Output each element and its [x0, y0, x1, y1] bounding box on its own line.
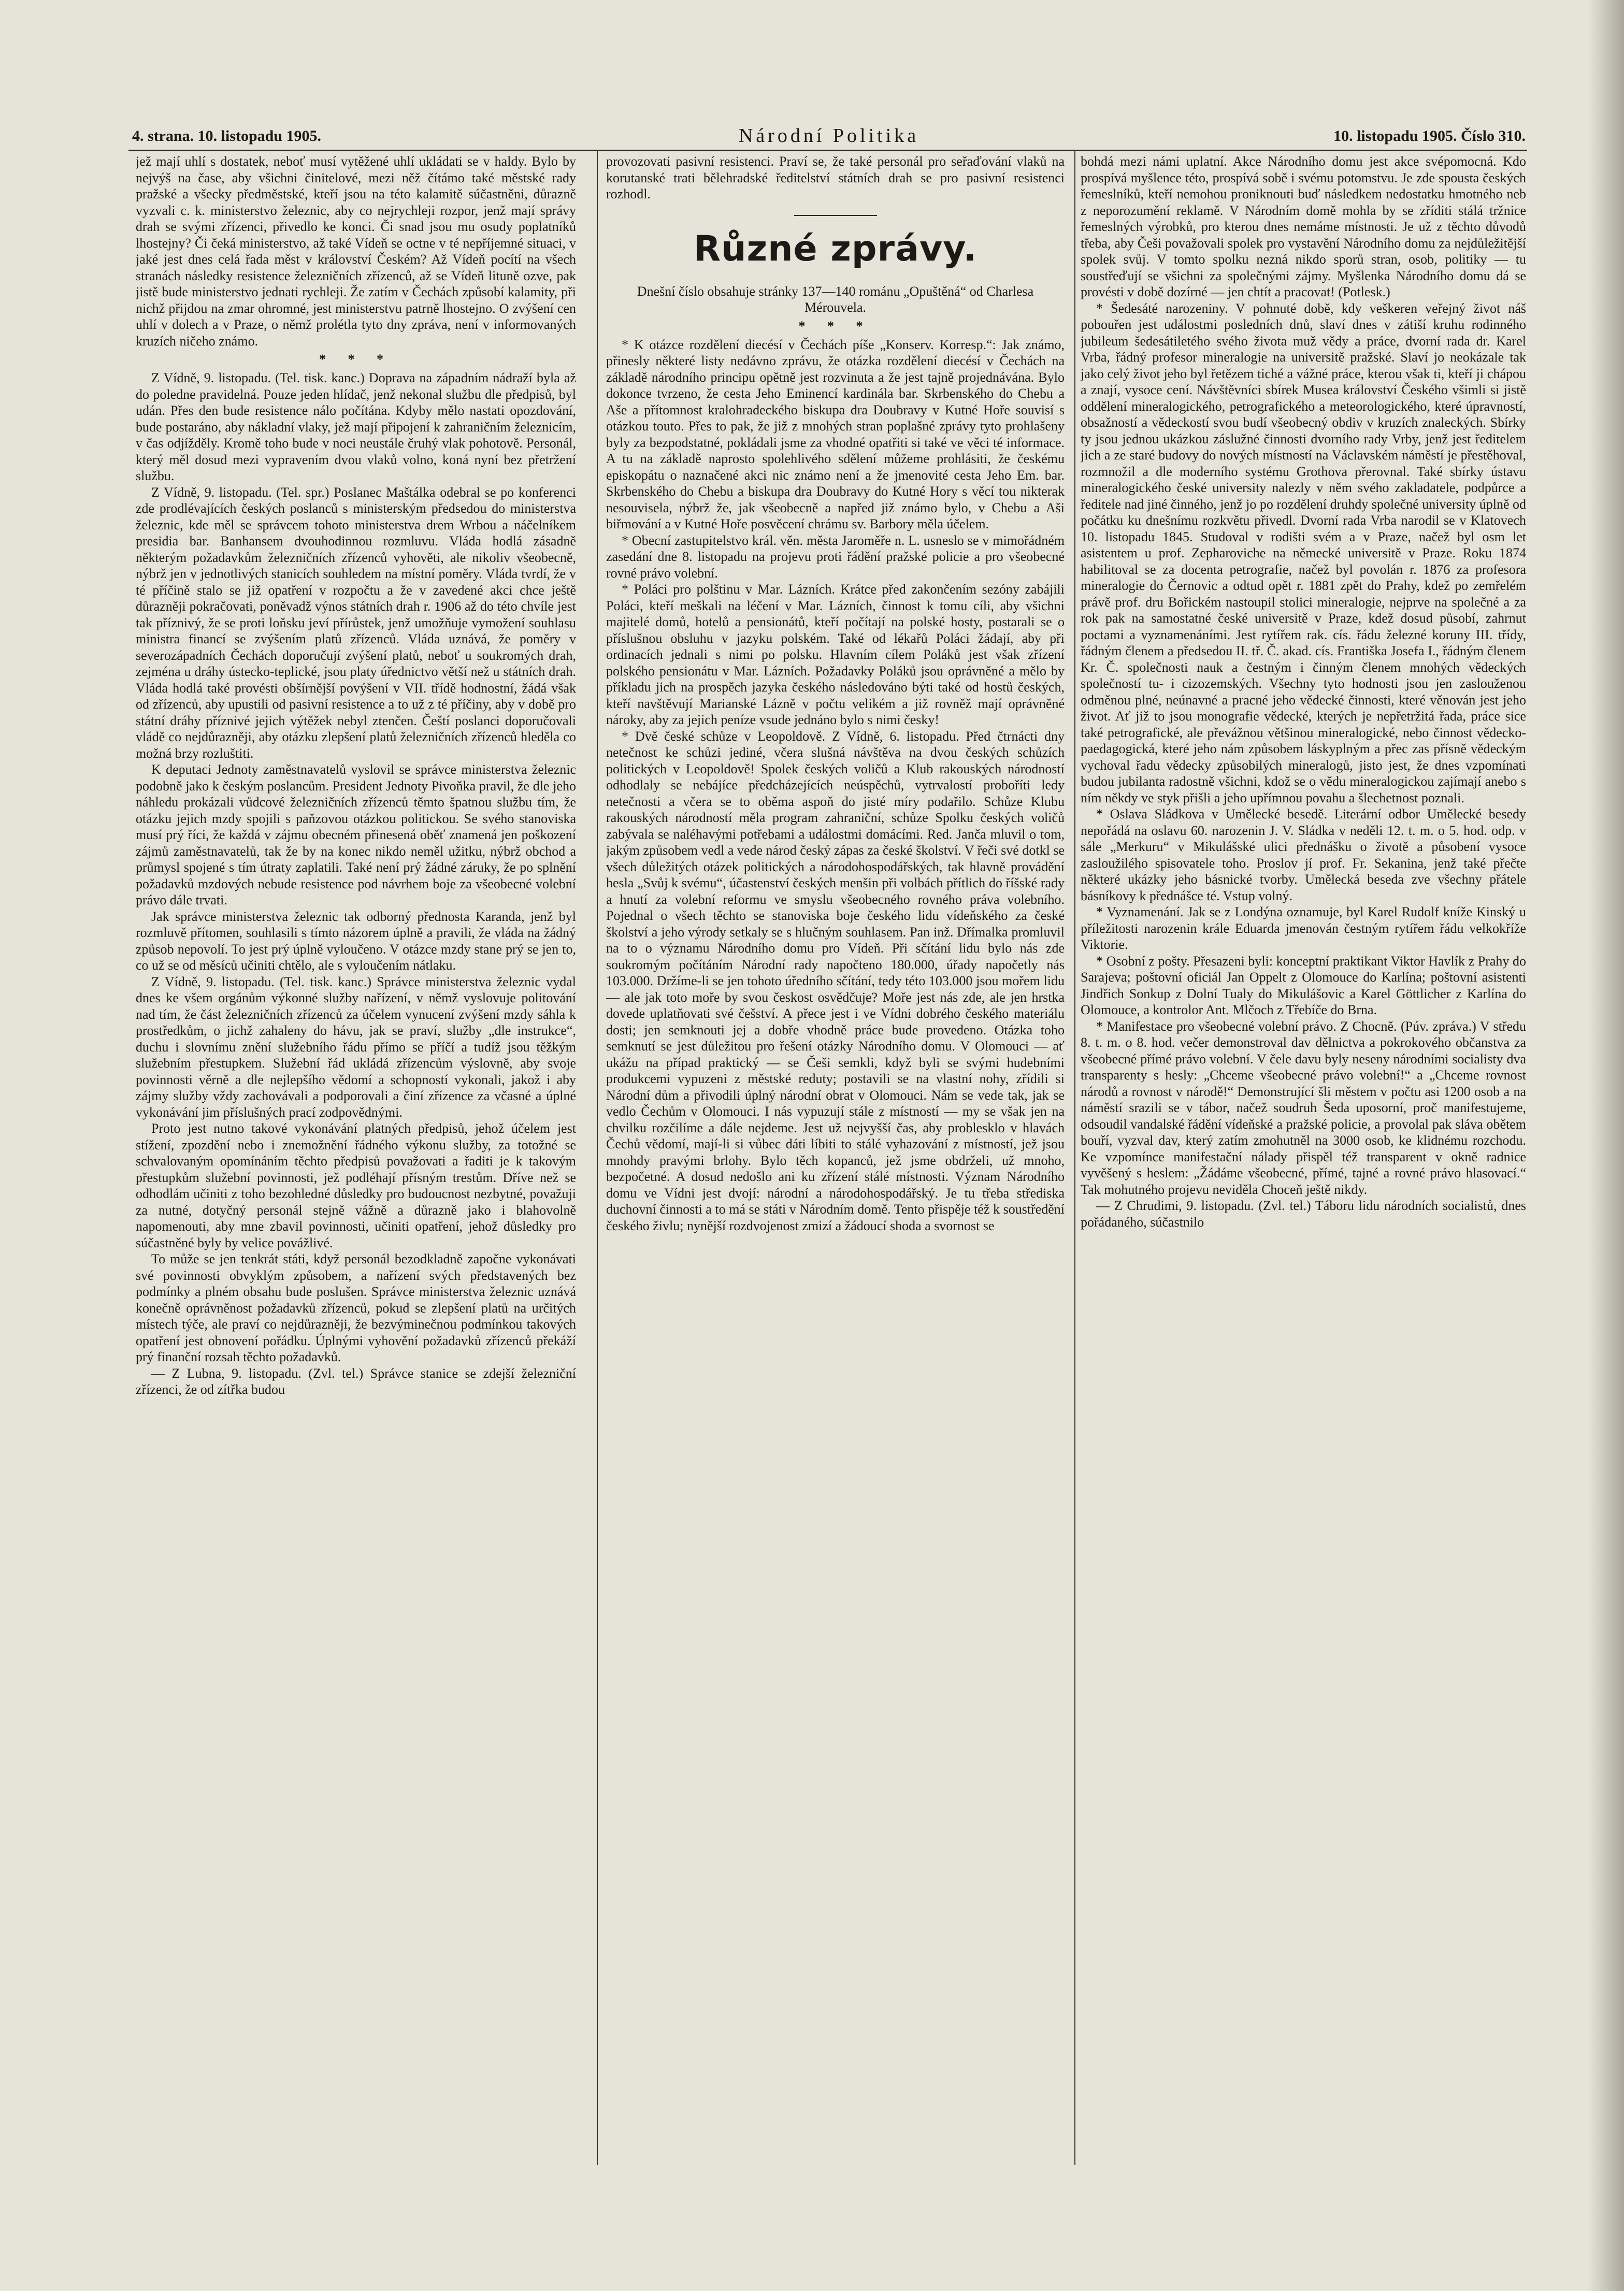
- asterism: * * *: [319, 352, 393, 367]
- section-rule: [794, 215, 877, 216]
- section-intro: Dnešní číslo obsahuje stránky 137—140 románu „Opuštěná“ od Charlesa Mérouvela.: [637, 283, 1034, 315]
- article-paragraph: Proto jest nutno takové vykonávání platných předpisů, jehož účelem jest stížení, zpozdění nebo i znemožnění řádného výkonu služby, za totožné se schvalovaným opomínáním těchto předpisů považovati a řaditi je k takovým přestupkům služební povinnosti, jež podléhají přísným trestům. Dříve než se odhodlám učiniti z toho bezohledné důsledky pro budoucnost nezbytné, považuji za nutné, dotyčný personál stejně vážně a důrazně jako i blahovolně napomenouti, aby mne zbavil povinnosti, učiniti opatření, jehož důsledky pro súčastněné byly by velice povážlivé.: [136, 1121, 576, 1250]
- news-item: * Dvě české schůze v Leopoldově. Z Vídně, 6. listopadu. Před čtrnácti dny netečnost ke schůzi jediné, včera slušná návštěva na dvou českých schůzích politických v Leopoldově! Spolek českých voličů a Klub rakouských národností odhodlaly se nebájíce předcházejících neúspěchů, vytrvalostí proboříti ledy netečnosti a včera se to oběma aspoň do jisté míry podařilo. Schůze Klubu rakouských národností měla program zahraniční, schůze Spolku českých voličů zabývala se naléhavými potřebami a událostmi domácími. Red. Janča mluvil o tom, jakým způsobem vedl a vede národ český zápas za české školství. V řeči své dotkl se všech důležitých otázek politických a národohospodářských, tak hlavně provádění hesla „Svůj k svému“, účastenství českých menšin při volbách přítlich do říšské rady a hnutí za volební reformu ve smyslu všeobecného rovného práva volebního. Pojednal o všech těchto se stanoviska boje českého lidu vídeňského za české školství a jeho výrody setkaly se s hlučným souhlasem. Pan inž. Dřímalka promluvil na to o významu Národního domu pro Vídeň. Při sčítání lidu bylo nás zde soukromým počítáním Národní rady napočteno 180.000, úřady napočetly nás 103.000. Držíme-li se jen tohoto úředního sčítání, tedy této 103.000 jsou mořem lidu — ale jak toto moře by svou českost osvědčuje? Moře jest nás zde, ale jen hrstka dovede uplatňovati své češství. A přece jest i ve Vídni dobrého českého materiálu dosti; jen semknouti jej a dobře vhodně práce bude provedeno. Otázka toho semknutí se jest důležitou pro řešení otázky Národního domu. V Olomouci — ať ukážu na případ praktický — se Češi semkli, když byli se svými hudebními produkcemi vypuzeni z městské reduty; postavili se na vlastní nohy, zřídili si Národní dům a přivodili úplný národní obrat v Olomouci. Nám se vede tak, jak se vedlo Čechům v Olomouci. I nás vypuzují stále z místností — my se však jen na chvilku rozčilíme a dále nejdeme. Jest už nejvyšší čas, aby problesklo v hlavách Čechů vědomí, mají-li si vůbec dáti líbiti to stálé vyhazování z místností, jež jsou mnohdy pravými brlohy. Bylo těch kopanců, jež jsme obdrželi, už mnoho, bezpočetné. A dosud nedošlo ani ku zřízení stálé místnosti. Význam Národního domu ve Vídni jest dvojí: národní a národohospodářský. Je tu třeba střediska duchovní činnosti a to má se státi v Národním domě. Tento přispěje též k soustředění českého živlu; nynější rozdvojenost zmizí a žádoucí shoda a svornost se: [606, 728, 1065, 1233]
- news-item: * Manifestace pro všeobecné volební právo. Z Chocně. (Púv. zpráva.) V středu 8. t. m. o 8. hod. večer demonstroval dav dělnictva a pokrokového občanstva za všeobecné přímé právo volební. V čele davu byly neseny národními socialisty dva transparenty s hesly: „Chceme všeobecné právo volební!“ a „Chceme rovnost národů a rovnost v národě!“ Demonstrující šli městem v počtu asi 1200 osob a na náměstí srazili se v tábor, načež soudruh Šeda uposorní, proč manifestujeme, odsoudil vandalské řádění vídeňské a pražské policie, a provolal pak sláva obětem bouří, vyzval dav, který zatím zmohutněl na 3000 osob, ke klidnému rozchodu. Ke vzpomínce manifestační nálady přispěl též transparent v okně radnice vyvěšený s heslem: „Žádáme všeobecné, přímé, tajné a rovné právo hlasovací.“ Tak mohutného projevu neviděla Choceň ještě nikdy.: [1081, 1018, 1526, 1197]
- column-2: [606, 153, 1065, 2160]
- news-item: — Z Chrudimi, 9. listopadu. (Zvl. tel.) Táboru lidu národních socialistů, dnes pořádaného, súčastnilo: [1081, 1198, 1526, 1230]
- news-item: * Osobní z pošty. Přesazeni byli: konceptní praktikant Viktor Havlík z Prahy do Sarajeva; poštovní oficiál Jan Oppelt z Olomouce do Karlína; poštovní asistenti Jindřich Sonkup z Dolní Tualy do Mikulášovic a Karel Göttlicher z Karlína do Olomouce, a kontrolor Ant. Mlčoch z Třebíče do Brna.: [1081, 953, 1526, 1017]
- page-gutter-shadow: [1588, 0, 1624, 2291]
- column-1: [136, 153, 576, 2160]
- news-item: * Vyznamenání. Jak se z Londýna oznamuje, byl Karel Rudolf kníže Kinský u příležitosti narozenin krále Eduarda jmenován čestným rytířem řádu velkokříže Viktorie.: [1081, 904, 1526, 952]
- header-issue-number: 10. listopadu 1905. Číslo 310.: [1333, 127, 1526, 145]
- article-paragraph: Jak správce ministerstva železnic tak odborný přednosta Karanda, jenž byl rozmluvě přítomen, souhlasili s tímto názorem úplně a pravili, že vláda na žádný způsob nepovolí. To jest prý úplně vyloučeno. V otázce mzdy stane prý se jen to, co už se od měsíců učiniti chtělo, ale s vyloučením nátlaku.: [136, 909, 576, 973]
- news-item: * K otázce rozdělení diecésí v Čechách píše „Konserv. Korresp.“: Jak známo, přinesly některé listy nedávno zprávu, že otázka rozdělení diecésí v Čechách na základě národního principu opětně jest rozvinuta a že jest tajně projednávána. Bylo dokonce tvrzeno, že cesta Jeho Eminencí kardinála bar. Skrbenského do Chebu a Aše a přítomnost kralohradeckého biskupa dra Doubravy v Kutné Hoře souvisí s otázkou touto. Přes to pak, že již z mnohých stran poplašné zprávy tyto prohlašeny byly za bezpodstatné, pokládali jsme za vhodné opatřiti si také ve věci té informace. A tu na základě naprosto spolehlivého sdělení můžeme prohlásiti, že českému episkopátu o naznačené akci nic známo není a že jmenovité cesta Jeho Em. bar. Skrbenského do Chebu a biskupa dra Doubravy do Kutné Hory s věcí tou nikterak nesouvisela, nýbrž že, jak všeobecně a napřed již známo bylo, v Chebu a Aši biřmování a v Kutné Hoře posvěcení chrámu sv. Barbory měla účelem.: [606, 337, 1065, 531]
- masthead-title: Národní Politika: [738, 125, 919, 147]
- article-paragraph: jež mají uhlí s dostatek, neboť musí vytěžené uhlí ukládati se v haldy. Bylo by nejvýš na čase, aby všichni činitelové, mezi něž čítámo také městské rady pražské a všecky předměstské, kteří jsou na této kalamitě súčastněni, důrazně vyzvali c. k. ministerstvo železnic, aby co nejrychleji rozpor, jenž mají správy drah se svými zřízenci, přivedlo ke konci. Či snad jsou mu osudy poplatníků lhostejny? Či čeká ministerstvo, až také Vídeň se octne v té nepříjemné situaci, v jaké jest dnes celá řada měst v království Českém? Až Vídeň pocítí na všech stranách následky resistence železničních zřízenců, až se Vídeň lituně ozve, pak jistě bude ministerstvo jednati rychleji. Že zatím v Čechách způsobí kalamity, při nichž přijdou na zmar ohromné, jest ministerstvu patrně lhostejno. O zvýšení cen uhlí v dolech a v Praze, o němž prolétla tyto dny zpráva, není v informovaných kruzích ničeho známo.: [136, 154, 576, 349]
- news-item: * Oslava Sládkova v Umělecké besedě. Literární odbor Umělecké besedy nepořádá na oslavu 60. narozenin J. V. Sládka v neděli 12. t. m. o 5. hod. odp. v sále „Merkuru“ v Mikulášské ulici přednášku o životě a působení vysoce zasloužilého spisovatele toho. Proslov jí prof. Fr. Sekanina, jenž také přečte některé ukázky jeho básnické tvorby. Umělecká beseda zve všechny přátele básníkovy k přednášce té. Vstup volný.: [1081, 806, 1526, 903]
- news-item: * Šedesáté narozeniny. V pohnuté době, kdy veškeren veřejný život náš pobouřen jest událostmi posledních dnů, slaví dnes v zátiší kruhu rodinného jubileum šedesátiletého svého života muž vědy a práce, dvorní rada dr. Karel Vrba, řádný profesor mineralogie na universitě pražské. Slaví jo neokázale tak jako celý život jeho byl řetězem tiché a vážné práce, kterou však ti, kteří ji chápou a znají, vysoce cení. Návštěvníci sbírek Musea království Českého všimli si jistě oddělení mineralogického, petrografického a meteorologického, které úpravností, obsažností a vědeckostí svou budí všeobecný obdiv v kruzích znaleckých. Sbírky ty jsou jednou ukázkou záslužné činnosti dvorního rady Vrby, jenž jest ředitelem jich a ze staré budovy do nových místností na Václavském náměstí je přestěhoval, rozmnožil a dle moderního systému Grothova přerovnal. Také sbírky ústavu mineralogického české university nalezly v něm svého zakladatele, podpůrce a ředitele nad jiné činného, jenž jo po rozdělení druhdy společné university úplně od počátku ku dnešnímu rozkvětu přivedl. Dvorní rada Vrba narodil se v Klatovech 10. listopadu 1845. Studoval v rodišti svém a v Praze, načež byl osm let asistentem u prof. Zepharoviche na německé universitě v Praze. Roku 1874 habilitoval se za docenta petrografie, načež byl povolán r. 1876 za profesora mineralogie do Černovic a odtud opět r. 1881 zpět do Prahy, kdež po zemřelém právě prof. dru Bořickém nastoupil stolici mineralogie, nejprve na společné a za rok pak na samostatné české universitě v Praze, kdež dosud působí, zahrnut poctami a vyznamenáními. Jest rytířem rak. cís. řádu železné koruny III. třídy, řádným členem a předsedou II. tř. Č. akad. cís. Františka Josefa I., řádným členem Kr. Č. společnosti nauk a čestným i činným členem mnohých vědeckých společností tu- i cizozemských. Všechny tyto hodnosti jsou jen zaslouženou odměnou plné, neúnavné a pracné jeho vědecké činnosti, které věnován jest jeho život. Ať již to jsou monografie vědecké, kterých je nepřetržitá řada, práce sice také petrografické, ale převážnou většinou mineralogické, nebo činnost vědecko-paedagogická, které jeho nám způsobem láskyplným a přec zas přísně vědeckým vychoval řadu vědecky způsobilých mineralogů, jisto jest, že dnes vzpomínati budou jubilanta radostně všichni, kdož se o vědu mineralogickou zajímají anebo s ním někdy ve styk přišli a jeho upřímnou povahu a šlechetnost poznali.: [1081, 300, 1526, 805]
- column-divider-1: [597, 150, 598, 2165]
- column-divider-2: [1074, 150, 1075, 2165]
- article-paragraph: K deputaci Jednoty zaměstnavatelů vyslovil se správce ministerstva železnic podobně jako k českým poslancům. President Jednoty Pivoňka pravil, že dle jeho náhledu prokázali vůdcové železničních zřízenců těmto špatnou službu tím, že otázku jejich mzdy spojili s paňzovou otázkou politickou. Se svého stanoviska musí prý říci, že každá v zájmu obecném přinesená oběť znamená jen poškození zájmů zaměstnavatelů, tak že by na konec nikdo neměl užitku, nýbrž obchod a průmysl spojené s tím útraty zaplatili. Také není prý žádné záruky, že po splnění požadavků mzdových nebude resistence pod návrhem boje za všeobecné volební právo dále trvati.: [136, 762, 576, 907]
- article-paragraph: — Z Lubna, 9. listopadu. (Zvl. tel.) Správce stanice se zdejší železniční zřízenci, že od zítřka budou: [136, 1365, 576, 1397]
- column-3: [1081, 153, 1526, 2160]
- article-paragraph: Z Vídně, 9. listopadu. (Tel. tisk. kanc.) Správce ministerstva železnic vydal dnes ke všem orgánům výkonné služby nařízení, v němž vyslovuje politování nad tím, že část železničních zřízenců za účelem vynucení zvýšení mzdy sáhla k prostředkům, o jichž zahaleny do hávu, jak se praví, služby „dle instrukce“, duchu i slovnímu znění služebního řádu přímo se příčí a tudíž jsou těžkým služebním přestupkem. Služební řád ukládá zřízencům výslovně, aby svoje povinnosti věrně a dle nejlepšího vědomí a schopností vykonali, jakož i aby zájmy služby vždy zachovávali a podporovali a činí zřízence za včasné a úplné vykonávání jim příslušných prací zodpovědnými.: [136, 974, 576, 1120]
- article-paragraph: bohdá mezi námi uplatní. Akce Národního domu jest akce svépomocná. Kdo prospívá myšlence této, prospívá sobě i svému potomstvu. Je zde spousta českých řemeslníků, kteří nemohou proniknouti buď následkem nedostatku hmotného neb z neporozumění reklamě. V Národním domě mohla by se zříditi stálá tržnice řemeslných výrobků, pro kterou dnes nemáme místnosti. Je už z těchto důvodů třeba, aby Češi považovali spolek pro vystavění Národního domu za nejdůležitější spolek svůj. V tomto spolku nezná nikdo sporů stran, osob, politiky — tu soustřeďují se všichni za společnými zájmy. Myšlenka Národního domu dá se provésti v době dozírné — jen chtít a pracovat! (Potlesk.): [1081, 154, 1526, 299]
- article-paragraph: Z Vídně, 9. listopadu. (Tel. spr.) Poslanec Maštálka odebral se po konferenci zde prodlévajících českých poslanců s ministerským předsedou do ministerstva železnic, kde měl se správcem tohoto ministerstva drem Wrbou a náčelníkem presidia bar. Banhansem dvouhodinnou rozmluvu. Vláda hodlá zásadně některým požadavkům železničních zřízenců vyhověti, ale nikoliv všeobecně, nýbrž jen v jednotlivých stanicích souhledem na místní poměry. Vláda tvrdí, že v té příčině stalo se již opatření v rozpočtu a že v zavedené akci chce ještě důrazněji pokračovati, poněvadž výnos státních drah r. 1906 až do této chvíle jest tak příznivý, že se proti loňsku jeví přírůstek, jenž umožňuje vymožení souhlasu ministra financí se zvýšením platů zřízenců. Vláda uznává, že poměry v severozápadních Čechách doporučují zvýšení platů, neboť u soukromých drah, zejména u dráhy ústecko-teplické, jsou platy úřednictvo větší než u státních drah. Vláda hodlá také provésti obšírnější povýšení v VII. třídě hodnostní, žádá však od zřízenců, aby upustili od pasivní resistence a to už z té příčiny, aby v době pro státní dráhy příznivé jejich výtěžek nebyl ztenčen. Čeští poslanci doporučovali vládě co nejdůrazněji, aby otázku zlepšení platů železničních zřízenců hleděla co možná brzy rozluštiti.: [136, 484, 576, 761]
- section-title: Různé zprávy.: [693, 228, 978, 269]
- news-item: * Obecní zastupitelstvo král. věn. města Jaroměře n. L. usneslo se v mimořádném zasedání dne 8. listopadu na projevu proti řádění pražské policie a pro všeobecné rovné právo volební.: [606, 532, 1065, 581]
- article-paragraph: To může se jen tenkrát státi, když personál bezodkladně započne vykonávati své povinnosti obvyklým způsobem, a nařízení svých představených bez podmínky a plném obsahu bude poslušen. Správce ministerstva železnic uznává konečně oprávněnost požadavků zřízenců, pokud se zlepšení platů na určitých místech týče, ale praví co nejdůrazněji, že bezvýminečnou podmínkou takových opatření jest obnovení pořádku. Úplnými vyhovění požadavků zřízenců překáží prý finanční rozsah těchto požadavků.: [136, 1251, 576, 1364]
- header-rule: [128, 150, 1527, 151]
- article-paragraph: provozovati pasivní resistenci. Praví se, že také personál pro seřaďování vlaků na korutanské trati bělehradské ředitelství státních drah se pro pasivní resistenci rozhodl.: [606, 154, 1065, 201]
- article-paragraph: Z Vídně, 9. listopadu. (Tel. tisk. kanc.) Doprava na západním nádraží byla až do poledne pravidelná. Pouze jeden hlídač, jenž nekonal službu dle předpisů, byl udán. Přes den bude resistence nálo počítána. Kdyby mělo nastati opozdování, bude postaráno, aby nákladní vlaky, jež mají připojení k zahraničním železnicím, v čas odjížděly. Kromě toho bude v noci neustále čruhý vlak pohotově. Personál, který měl dosud mezi vypravením dvou vlaků volno, koná nyní bez přetržení službu.: [136, 370, 576, 483]
- asterism: * * *: [798, 318, 872, 334]
- news-item: * Poláci pro polštinu v Mar. Lázních. Krátce před zakončením sezóny zabájili Poláci, kteří meškali na léčení v Mar. Lázních, činnost k tomu cíli, aby všichni majitelé domů, hotelů a pensionátů, kteří počítají na polské hosty, postarali se o příslušnou obsluhu v jazyku polském. Také od lékařů Poláci žádají, aby při ordinacích jednali s nimi po polsku. Hlavním cílem Poláků jest však zřízení polského pensionátu v Mar. Lázních. Požadavky Poláků jsou oprávněné a mělo by příkladu jich na prospěch jazyka českého následováno býti také od hostů českých, kteří navštěvují Marianské Lázně v počtu velikém a již rovněž mají oprávněné nároky, aby za jejich peníze vsude jednáno bylo s nimi česky!: [606, 582, 1065, 727]
- header-date-left: 4. strana. 10. listopadu 1905.: [132, 127, 322, 145]
